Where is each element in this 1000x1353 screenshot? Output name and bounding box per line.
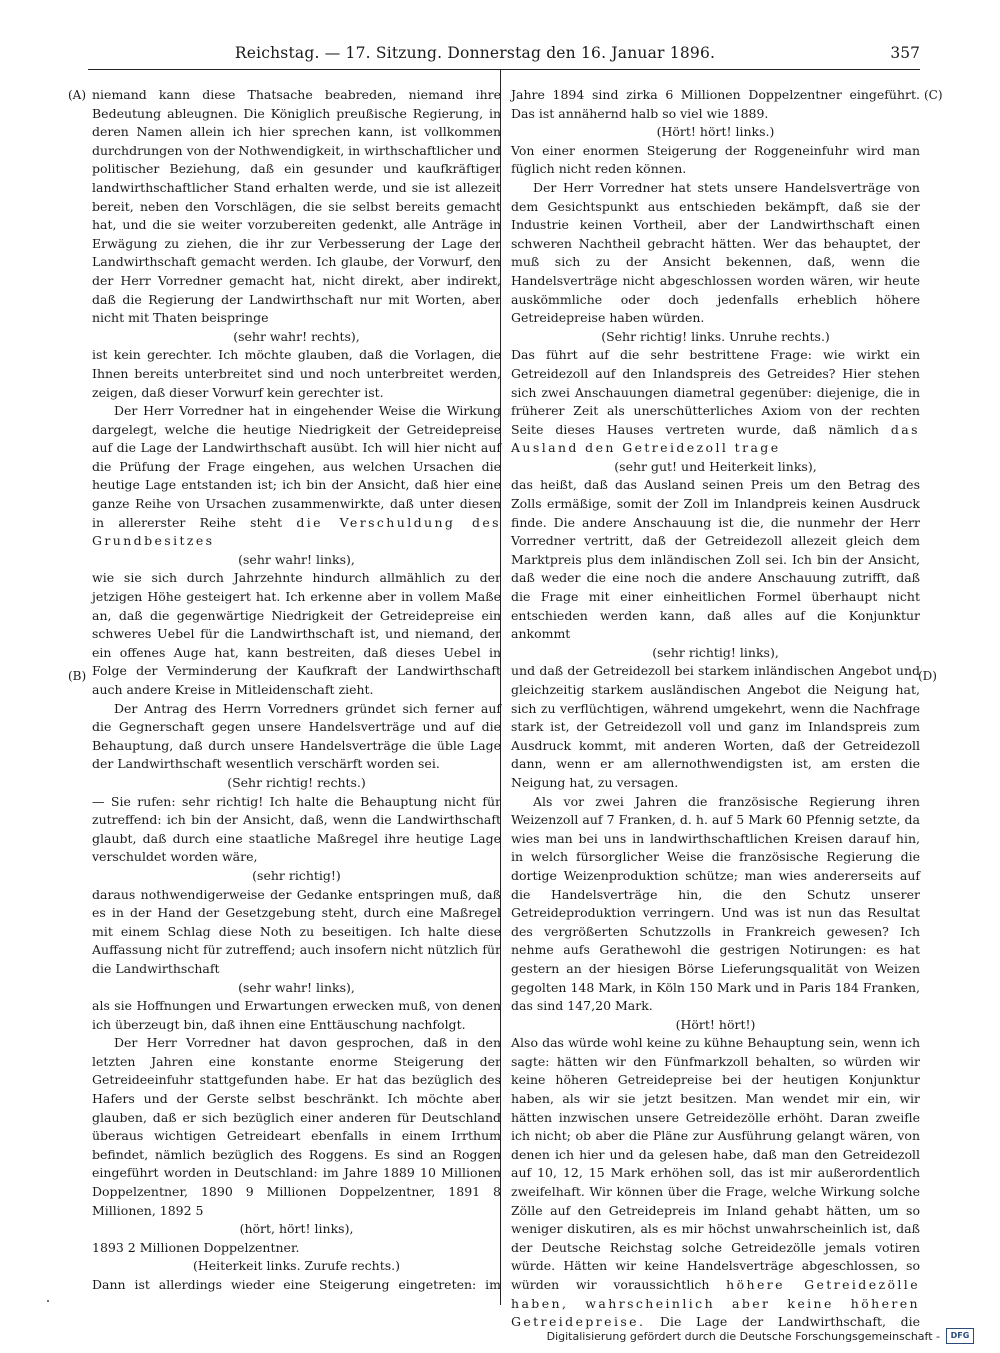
margin-marker-d: (D) [918, 669, 937, 683]
paragraph-text: Der Herr Vorredner hat in eingehender Weise die Wirkung dargelegt, welche die heutige Niedrigkeit der Getreidepreise auf die Lage der Landwirthschaft ausübt. Ich will hier nicht auf die Prüfung der Frage eingehen, aus welchen Ursachen die heutige Lage entstanden ist; ich bin der Ansicht, daß hier eine ganze Reihe von Ursachen zusammenwirkte, daß unter diesen in allererster Reihe steht [92, 403, 501, 530]
page-number: 357 [890, 44, 920, 62]
margin-marker-c: (C) [924, 88, 943, 102]
paragraph: — Sie rufen: sehr richtig! Ich halte die Behauptung nicht für zutreffend: ich bin der Ansicht, daß, wenn die Landwirthschaft glaubt, daß durch eine staatliche Maßregel ihre heutige Lage verschuldet worden wäre, [92, 793, 501, 865]
margin-marker-a: (A) [68, 88, 87, 102]
paragraph: Der Herr Vorredner hat davon gesprochen, daß in den letzten Jahren eine konstante enorme Steigerung der Getreideeinfuhr stattgefunden habe. Er hat das bezüglich des Hafers und der Gerste selbst beschränkt. Ich möchte aber glauben, daß er sich bezüglich einer anderen für Deutschland überaus wichtigen Getreideart ebenfalls in einem Irrthum befindet, nämlich bezüglich des Roggens. Es sind an Roggen eingeführt worden in Deutschland: im Jahre 1889 10 Millionen Doppelzentner, 1890 9 Millionen Doppelzentner, 1891 8 Millionen, 1892 5 [92, 1035, 501, 1218]
paragraph: und daß der Getreidezoll bei starkem inländischen Angebot und gleichzeitig starkem ausländischen Angebot die Neigung hat, sich zu verflüchtigen, während umgekehrt, wenn die Nachfrage stark ist, der Getreidezoll voll und ganz im Inlandspreis zum Ausdruck kommt, mit anderen Worten, daß der Getreidezoll dann, wenn er am allernothwendigsten ist, am ersten die Neigung hat, zu versagen. [511, 663, 920, 790]
right-column [511, 86, 920, 1332]
paragraph: Der Antrag des Herrn Vorredners gründet sich ferner auf die Gegnerschaft gegen unsere Handelsverträge und auf die Behauptung, daß durch unsere Handelsverträge die üble Lage der Landwirthschaft wesentlich verschärft worden sei. [92, 700, 501, 772]
interjection: (sehr wahr! rechts), [233, 328, 360, 344]
paragraph: Als vor zwei Jahren die französische Regierung ihren Weizenzoll auf 7 Franken, d. h. auf 5 Mark 60 Pfennig setzte, da wies man bei uns in landwirthschaftlichen Kreisen darauf hin, in welch fürsorglicher Weise die französische Regierung die dortige Weizenproduktion schütze; man wies andererseits auf die Handelsverträge hin, die den Schutz unserer Getreideproduktion verringern. Und was ist nun das Resultat des vergrößerten Schutzzolls in Frankreich gewesen? Ich nehme aufs Gerathewohl die gestrigen Notirungen: es hat gestern an der hiesigen Börse Lieferungsqualität von Weizen gegolten 148 Mark, in Köln 150 Mark und in Paris 184 Franken, das sind 147,20 Mark. [511, 793, 920, 1014]
interjection: (sehr richtig!) [252, 867, 341, 883]
header-rule [88, 69, 920, 70]
interjection: (sehr wahr! links), [238, 979, 355, 995]
paragraph [511, 346, 920, 458]
paragraph-text: Also das würde wohl keine zu kühne Behauptung sein, wenn ich sagte: hätten wir den Fünfmarkzoll behalten, so würden wir keine höheren Getreidepreise bei der heutigen Konjunktur haben, als wir sie jetzt besitzen. Man wendet mir ein, wir hätten inzwischen unsere Getreidezölle erhöht. Daran zweifle ich nicht; ob aber die Pläne zur Ausführung gelangt wären, von denen ich hier und da gelesen habe, daß man den Getreidezoll auf 10, 12, 15 Mark erhöhen soll, das ist mir außerordentlich zweifelhaft. Wir können über die Frage, welche Wirkung solche Zölle auf den Getreidepreis im Inland gehabt hätten, um so weniger diskutiren, als es mir höchst unwahrscheinlich ist, daß der Deutsche Reichstag solche Getreidezölle jemals votiren würde. Hätten wir keine Handelsverträge abgeschlossen, so würden wir voraussichtlich [511, 1035, 920, 1292]
paragraph [92, 402, 501, 551]
paragraph: Dann ist allerdings wieder eine Steigerung eingetreten: im [92, 1277, 501, 1292]
interjection: (Heiterkeit links. Zurufe rechts.) [193, 1258, 400, 1274]
paragraph: 1893 2 Millionen Doppelzentner. [92, 1239, 300, 1255]
paragraph: als sie Hoffnungen und Erwartungen erwecken muß, von denen ich überzeugt bin, daß ihnen eine Enttäuschung nachfolgt. [92, 998, 501, 1032]
interjection: (hört, hört! links), [239, 1221, 354, 1237]
emphasized-text: die Verschuldung des Grundbesitzes [92, 514, 501, 549]
paragraph: Der Herr Vorredner hat stets unsere Handelsverträge von dem Gesichtspunkt aus entschieden bekämpft, daß sie der Industrie keinen Vortheil, aber der Landwirthschaft einen schweren Nachtheil gebracht hätten. Wer das behauptet, der muß sich zu der Ansicht bekennen, daß, wenn die Handelsverträge nicht abgeschlossen worden wären, wir heute auskömmliche oder doch jedenfalls erheblich höhere Getreidepreise haben würden. [511, 179, 920, 326]
emphasized-text: das Ausland den Getreidezoll trage [511, 421, 920, 456]
interjection: (Sehr richtig! links. Unruhe rechts.) [601, 328, 830, 344]
interjection: (Hört! hört! links.) [656, 124, 775, 140]
interjection: (Sehr richtig! rechts.) [227, 774, 366, 790]
emphasized-text: höhere Getreidezölle haben, wahrscheinlich aber keine höheren Getreidepreise. [511, 1277, 920, 1330]
paragraph: Von einer enormen Steigerung der Roggeneinfuhr wird man füglich nicht reden können. [511, 142, 920, 177]
paragraph: ist kein gerechter. Ich möchte glauben, daß die Vorlagen, die Ihnen bereits unterbreitet sind und noch unterbreitet werden, zeigen, daß dieser Vorwurf kein gerechter ist. [92, 347, 501, 400]
footer-credit [547, 1328, 974, 1344]
paragraph: niemand kann diese Thatsache beabreden, niemand ihre Bedeutung ableugnen. Die Königlich preußische Regierung, in deren Namen allein ich hier sprechen kann, ist vollkommen durchdrungen von der Nothwendigkeit, in wirthschaftlicher und politischer Beziehung, daß ein gesunder und kaufkräftiger landwirthschaftlicher Stand erhalten werde, und sie ist allezeit bereit, neben den Vorschlägen, die sie selbst bereits gemacht hat, und die sie weiter vorzubereiten gedenkt, alle Anträge in Erwägung zu ziehen, die ihr zur Verbesserung der Lage der Landwirthschaft gemacht werden. Ich glaube, der Vorwurf, den der Herr Vorredner gemacht hat, nicht direkt, aber indirekt, daß die Regierung der Landwirthschaft nur mit Worten, aber nicht mit Thaten beispringe [92, 87, 501, 326]
dfg-logo-icon: DFG [946, 1328, 974, 1344]
left-column [92, 86, 501, 1295]
interjection: (sehr richtig! links), [652, 644, 779, 660]
paragraph: daraus nothwendigerweise der Gedanke entspringen muß, daß es in der Hand der Gesetzgebung steht, durch eine Maßregel mit einem Schlag diese Noth zu beseitigen. Ich halte diese Auffassung nicht für zutreffend; auch insofern nicht nützlich für die Landwirthschaft [92, 886, 501, 976]
margin-marker-b: (B) [68, 669, 87, 683]
paragraph: das heißt, daß das Ausland seinen Preis um den Betrag des Zolls ermäßige, somit der Zoll im Inlandpreis keinen Ausdruck finde. Die andere Anschauung ist die, die nunmehr der Herr Vorredner vertritt, daß der Getreidezoll allezeit gleich dem Marktpreis plus dem inländischen Zoll sei. Ich bin der Ansicht, daß weder die eine noch die andere Anschauung zutrifft, daß die Frage mit einer einheitlichen Formel überhaupt nicht entschieden werden kann, daß alles auf die Konjunktur ankommt [511, 477, 920, 642]
interjection: (sehr wahr! links), [238, 551, 355, 567]
interjection: (sehr gut! und Heiterkeit links), [614, 458, 817, 474]
paragraph: Jahre 1894 sind zirka 6 Millionen Doppelzentner eingeführt. Das ist annähernd halb so viel wie 1889. [511, 87, 920, 121]
paragraph-text: Das führt auf die sehr bestrittene Frage: wie wirkt ein Getreidezoll auf den Inlandspreis des Getreides? Hier stehen sich zwei Anschauungen diametral gegenüber: diejenige, die in früherer Zeit als unerschütterliches Axiom von der rechten Seite dieses Hauses vertreten wurde, daß nämlich [511, 347, 920, 437]
scan-speck [47, 1300, 49, 1302]
running-title: Reichstag. — 17. Sitzung. Donnerstag den 16. Januar 1896. [234, 44, 716, 62]
paragraph [511, 1034, 920, 1332]
running-header [90, 44, 920, 70]
paragraph-text: Die Lage der Landwirthschaft, die [660, 1314, 921, 1330]
interjection: (Hört! hört!) [675, 1016, 756, 1032]
footer-credit-text: Digitalisierung gefördert durch die Deutsche Forschungsgemeinschaft - [546, 1329, 940, 1343]
paragraph: wie sie sich durch Jahrzehnte hindurch allmählich zu der jetzigen Höhe gesteigert hat. Ich erkenne aber in vollem Maße an, daß die gegenwärtige Niedrigkeit der Getreidepreise ein schweres Uebel für die Landwirthschaft ist, und niemand, der ein offenes Auge hat, kann bestreiten, daß dieses Uebel in Folge der Verminderung der Kaufkraft der Landwirthschaft auch andere Kreise in Mitleidenschaft zieht. [92, 570, 501, 697]
